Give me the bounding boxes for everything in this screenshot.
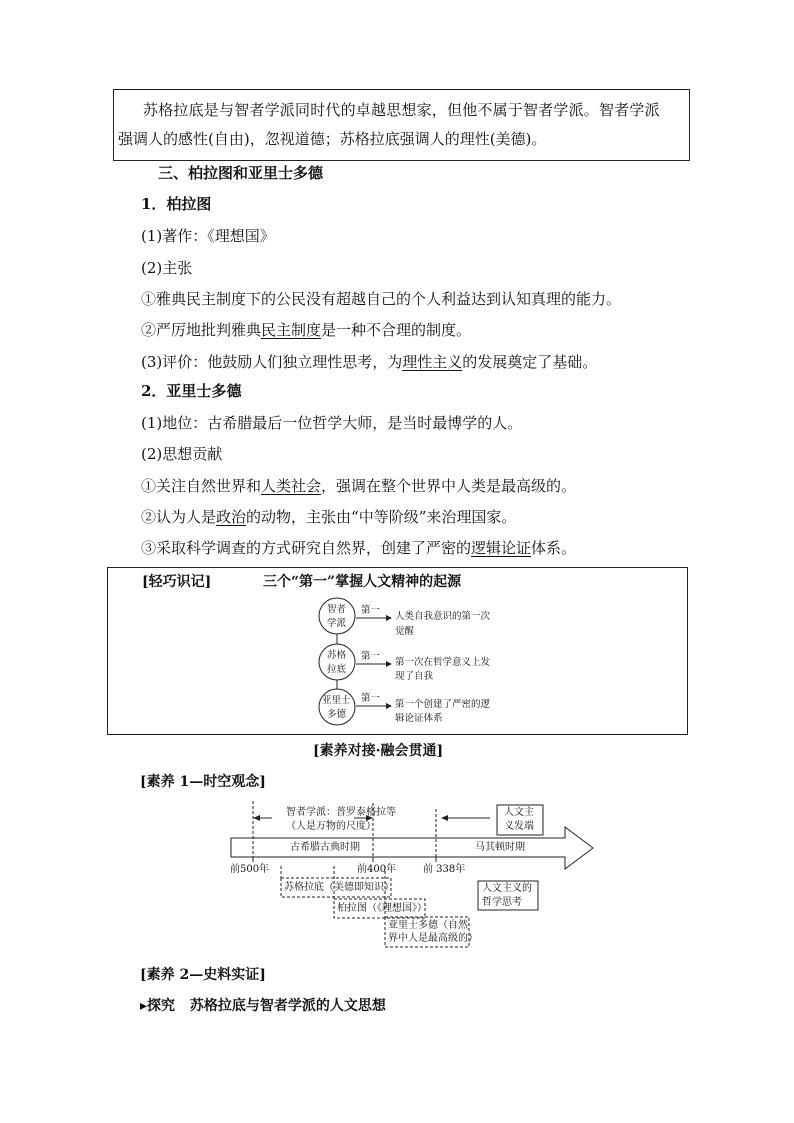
text: ②认为人是 [141, 508, 217, 526]
suyang-title: [素养对接·融会贯通] [313, 743, 444, 759]
philosophy-label-1: 人文主义的 [482, 883, 532, 894]
suyang2-label: [素养 2—史料实证] [140, 967, 266, 983]
first-label: 第一 [361, 651, 381, 662]
underlined-term: 人类社会 [261, 477, 322, 495]
aristotle-label-1: 亚里士多德（自然 [388, 920, 468, 931]
plato-idea-label: (2)主张 [141, 259, 193, 277]
arrow-head [386, 703, 392, 709]
era-macedonian: 马其顿时期 [475, 842, 525, 853]
underlined-term: 理性主义 [402, 353, 463, 371]
text: 体系。 [531, 539, 577, 557]
humanism-label-1: 人文主 [504, 807, 534, 818]
explore-marker: ▸探究 [140, 998, 176, 1014]
memory-title: 三个“第一”掌握人文精神的起源 [263, 574, 462, 590]
text: ②严厉地批判雅典 [141, 321, 262, 339]
text: 的动物，主张由“中等阶级”来治理国家。 [246, 508, 517, 526]
text: (3)评价：他鼓励人们独立理性思考，为 [141, 353, 403, 371]
node-desc: 人类自我意识的第一次 [395, 611, 491, 622]
node-desc: 第一次在哲学意义上发 [395, 657, 491, 668]
underlined-term: 政治 [216, 508, 247, 526]
text: 的发展奠定了基础。 [462, 353, 598, 371]
sophists-label-1: 智者学派：普罗泰格拉等 [286, 807, 396, 818]
summary-line-1: 苏格拉底是与智者学派同时代的卓越思想家，但他不属于智者学派。智者学派 [143, 101, 660, 119]
first-label: 第一 [361, 605, 381, 616]
year-500bc: 前500年 [230, 864, 270, 875]
underlined-term: 民主制度 [261, 321, 322, 339]
node-sophists-l1: 智者 [327, 604, 347, 615]
year-400bc: 前400年 [357, 864, 397, 875]
underlined-term: 逻辑论证 [471, 539, 532, 557]
aristotle-status: (1)地位：古希腊最后一位哲学大师，是当时最博学的人。 [141, 414, 523, 432]
plato-works: (1)著作：《理想国》 [141, 227, 275, 245]
arrow-head [386, 661, 392, 667]
summary-line-2: 强调人的感性(自由)，忽视道德；苏格拉底强调人的理性(美德)。 [118, 130, 547, 148]
aristotle-heading: 2．亚里士多德 [141, 382, 242, 400]
year-338bc: 前 338年 [423, 864, 466, 875]
node-aristotle-l1: 亚里士 [322, 695, 351, 706]
node-socrates-l1: 苏格 [327, 650, 347, 661]
socrates-label: 苏格拉底（美德即知识） [284, 882, 394, 893]
text: ，强调在整个世界中人类是最高级的。 [321, 477, 577, 495]
plato-idea-1: ①雅典民主制度下的公民没有超越自己的个人利益达到认知真理的能力。 [141, 290, 622, 308]
humanism-label-2: 义发端 [504, 821, 534, 832]
arrow-head [386, 615, 392, 621]
explore-heading [140, 995, 386, 1015]
section-heading: 三、柏拉图和亚里士多德 [158, 164, 324, 182]
aristotle-label-2: 界中人是最高级的） [388, 933, 478, 944]
philosophy-label-2: 哲学思考 [482, 897, 522, 908]
memory-tag: [轻巧识记] [142, 574, 212, 590]
node-desc: 辑论证体系 [395, 713, 443, 724]
text: ③采取科学调查的方式研究自然界，创建了严密的 [141, 539, 472, 557]
arrow-head [253, 815, 260, 821]
text: 是一种不合理的制度。 [321, 321, 472, 339]
first-label: 第一 [361, 693, 381, 704]
arrow-head [441, 815, 448, 821]
sophists-label-2: （人是万物的尺度） [286, 821, 376, 832]
node-desc: 现了自我 [395, 671, 434, 682]
node-aristotle-l2: 多德 [327, 709, 347, 720]
plato-label: 柏拉图（《理想国》） [337, 903, 427, 914]
suyang1-label: [素养 1—时空观念] [140, 774, 266, 790]
aristotle-contrib-label: (2)思想贡献 [141, 445, 223, 463]
node-socrates-l2: 拉底 [327, 664, 347, 675]
text: ①关注自然世界和 [141, 477, 262, 495]
era-greek-classical: 古希腊古典时期 [290, 842, 360, 853]
node-desc: 第一个创建了严密的逻 [395, 699, 491, 710]
node-desc: 觉醒 [395, 626, 415, 637]
plato-heading: 1．柏拉图 [141, 195, 212, 213]
explore-title: 苏格拉底与智者学派的人文思想 [189, 998, 386, 1014]
node-sophists-l2: 学派 [327, 618, 347, 629]
